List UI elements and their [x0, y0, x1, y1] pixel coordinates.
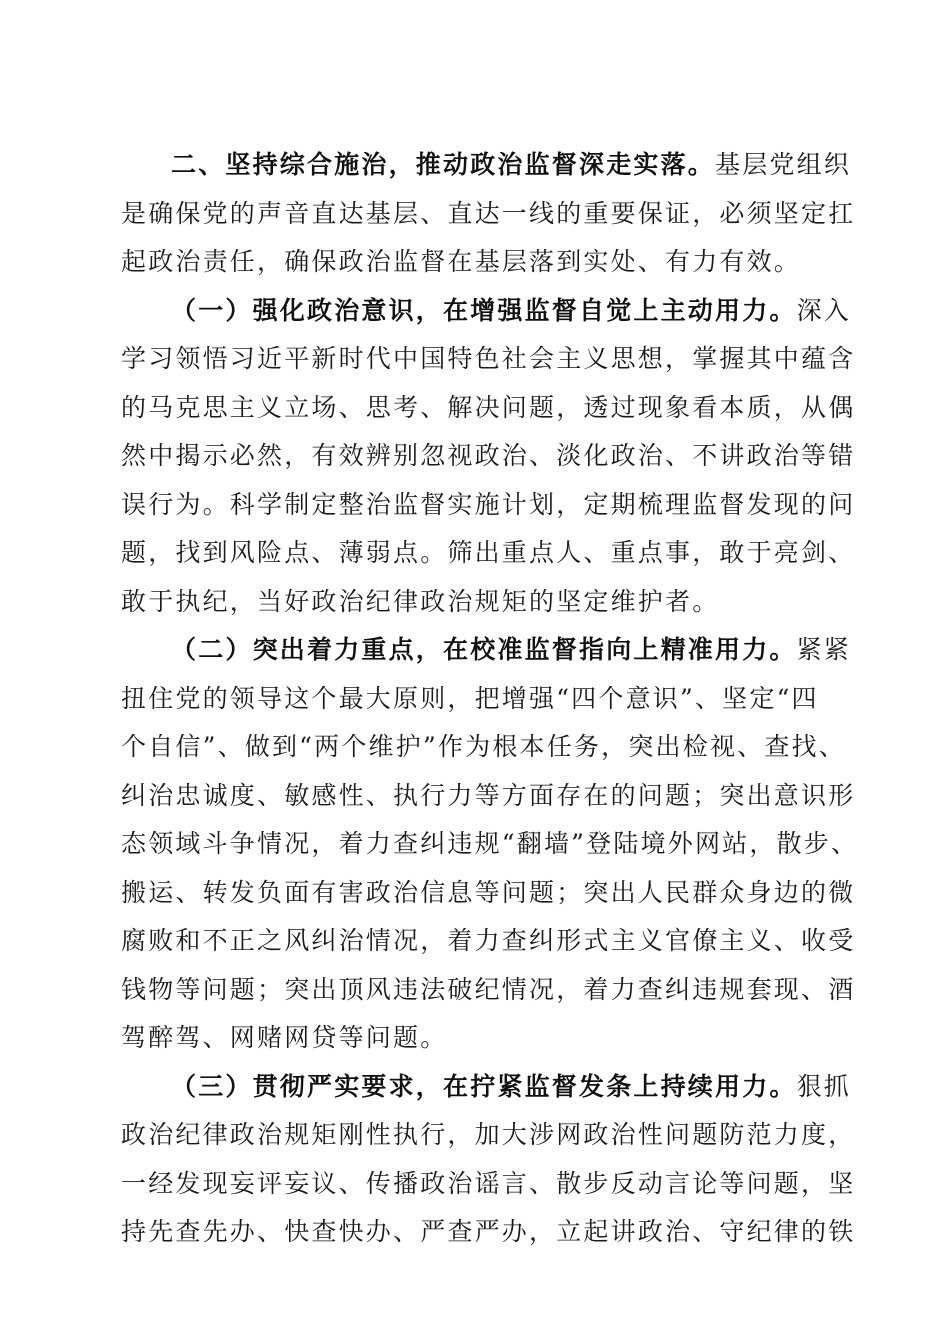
- text-line: 扭住党的领导这个最大原则，把增强“四个意识”、坚定“四: [121, 683, 819, 713]
- text-line: 误行为。科学制定整治监督实施计划，定期梳理监督发现的问: [121, 489, 856, 519]
- line-text: 深入: [796, 295, 852, 325]
- text-line: 然中揭示必然，有效辨别忽视政治、淡化政治、不讲政治等错: [121, 441, 856, 470]
- text-line: 起政治责任，确保政治监督在基层落到实处、有力有效。: [121, 247, 802, 276]
- text-line: [121, 141, 852, 190]
- subsection-heading: （一）强化政治意识，在增强监督自觉上主动用力。: [171, 295, 797, 325]
- text-line: [121, 287, 852, 336]
- text-line: 态领域斗争情况，着力查纠违规“翻墙”登陆境外网站，散步、: [121, 829, 859, 858]
- section-2-intro: [121, 141, 856, 287]
- text-line: 搬运、转发负面有害政治信息等问题；突出人民群众身边的微: [121, 877, 856, 907]
- line-text: 基层党组织: [715, 150, 852, 179]
- subsection-2: [121, 626, 859, 1063]
- text-line: 纠治忠诚度、敏感性、执行力等方面存在的问题；突出意识形: [121, 780, 856, 810]
- subsection-1: [121, 287, 856, 627]
- section-heading: 二、坚持综合施治，推动政治监督深走实落。: [171, 150, 716, 179]
- text-line: 驾醉驾、网赌网贷等问题。: [121, 1023, 448, 1052]
- subsection-3: [121, 1063, 856, 1257]
- text-line: 学习领悟习近平新时代中国特色社会主义思想，掌握其中蕴含: [121, 344, 856, 373]
- subsection-heading: （三）贯彻严实要求，在拧紧监督发条上持续用力。: [171, 1071, 797, 1101]
- text-line: 持先查先办、快查快办、严查严办，立起讲政治、守纪律的铁: [121, 1217, 856, 1246]
- text-line: 腐败和不正之风纠治情况，着力查纠形式主义官僚主义、收受: [121, 926, 856, 955]
- text-line: [121, 1063, 852, 1112]
- line-text: 狠抓: [796, 1071, 852, 1101]
- text-line: 政治纪律政治规矩刚性执行，加大涉网政治性问题防范力度，: [121, 1120, 856, 1149]
- text-line: 敢于执纪，当好政治纪律政治规矩的坚定维护者。: [121, 586, 720, 616]
- text-line: [121, 626, 852, 675]
- text-line: 一经发现妄评妄议、传播政治谣言、散步反动言论等问题，坚: [121, 1168, 856, 1198]
- text-line: 是确保党的声音直达基层、直达一线的重要保证，必须坚定扛: [121, 198, 856, 228]
- text-line: 的马克思主义立场、思考、解决问题，透过现象看本质，从偶: [121, 392, 856, 422]
- text-line: 题，找到风险点、薄弱点。筛出重点人、重点事，敢于亮剑、: [121, 538, 856, 567]
- text-line: 个自信”、做到“两个维护”作为根本任务，突出检视、查找、: [121, 732, 846, 761]
- text-line: 钱物等问题；突出顶风违法破纪情况，着力查纠违规套现、酒: [121, 974, 856, 1004]
- subsection-heading: （二）突出着力重点，在校准监督指向上精准用力。: [171, 635, 797, 664]
- document-body: [121, 141, 859, 1257]
- line-text: 紧紧: [796, 635, 852, 664]
